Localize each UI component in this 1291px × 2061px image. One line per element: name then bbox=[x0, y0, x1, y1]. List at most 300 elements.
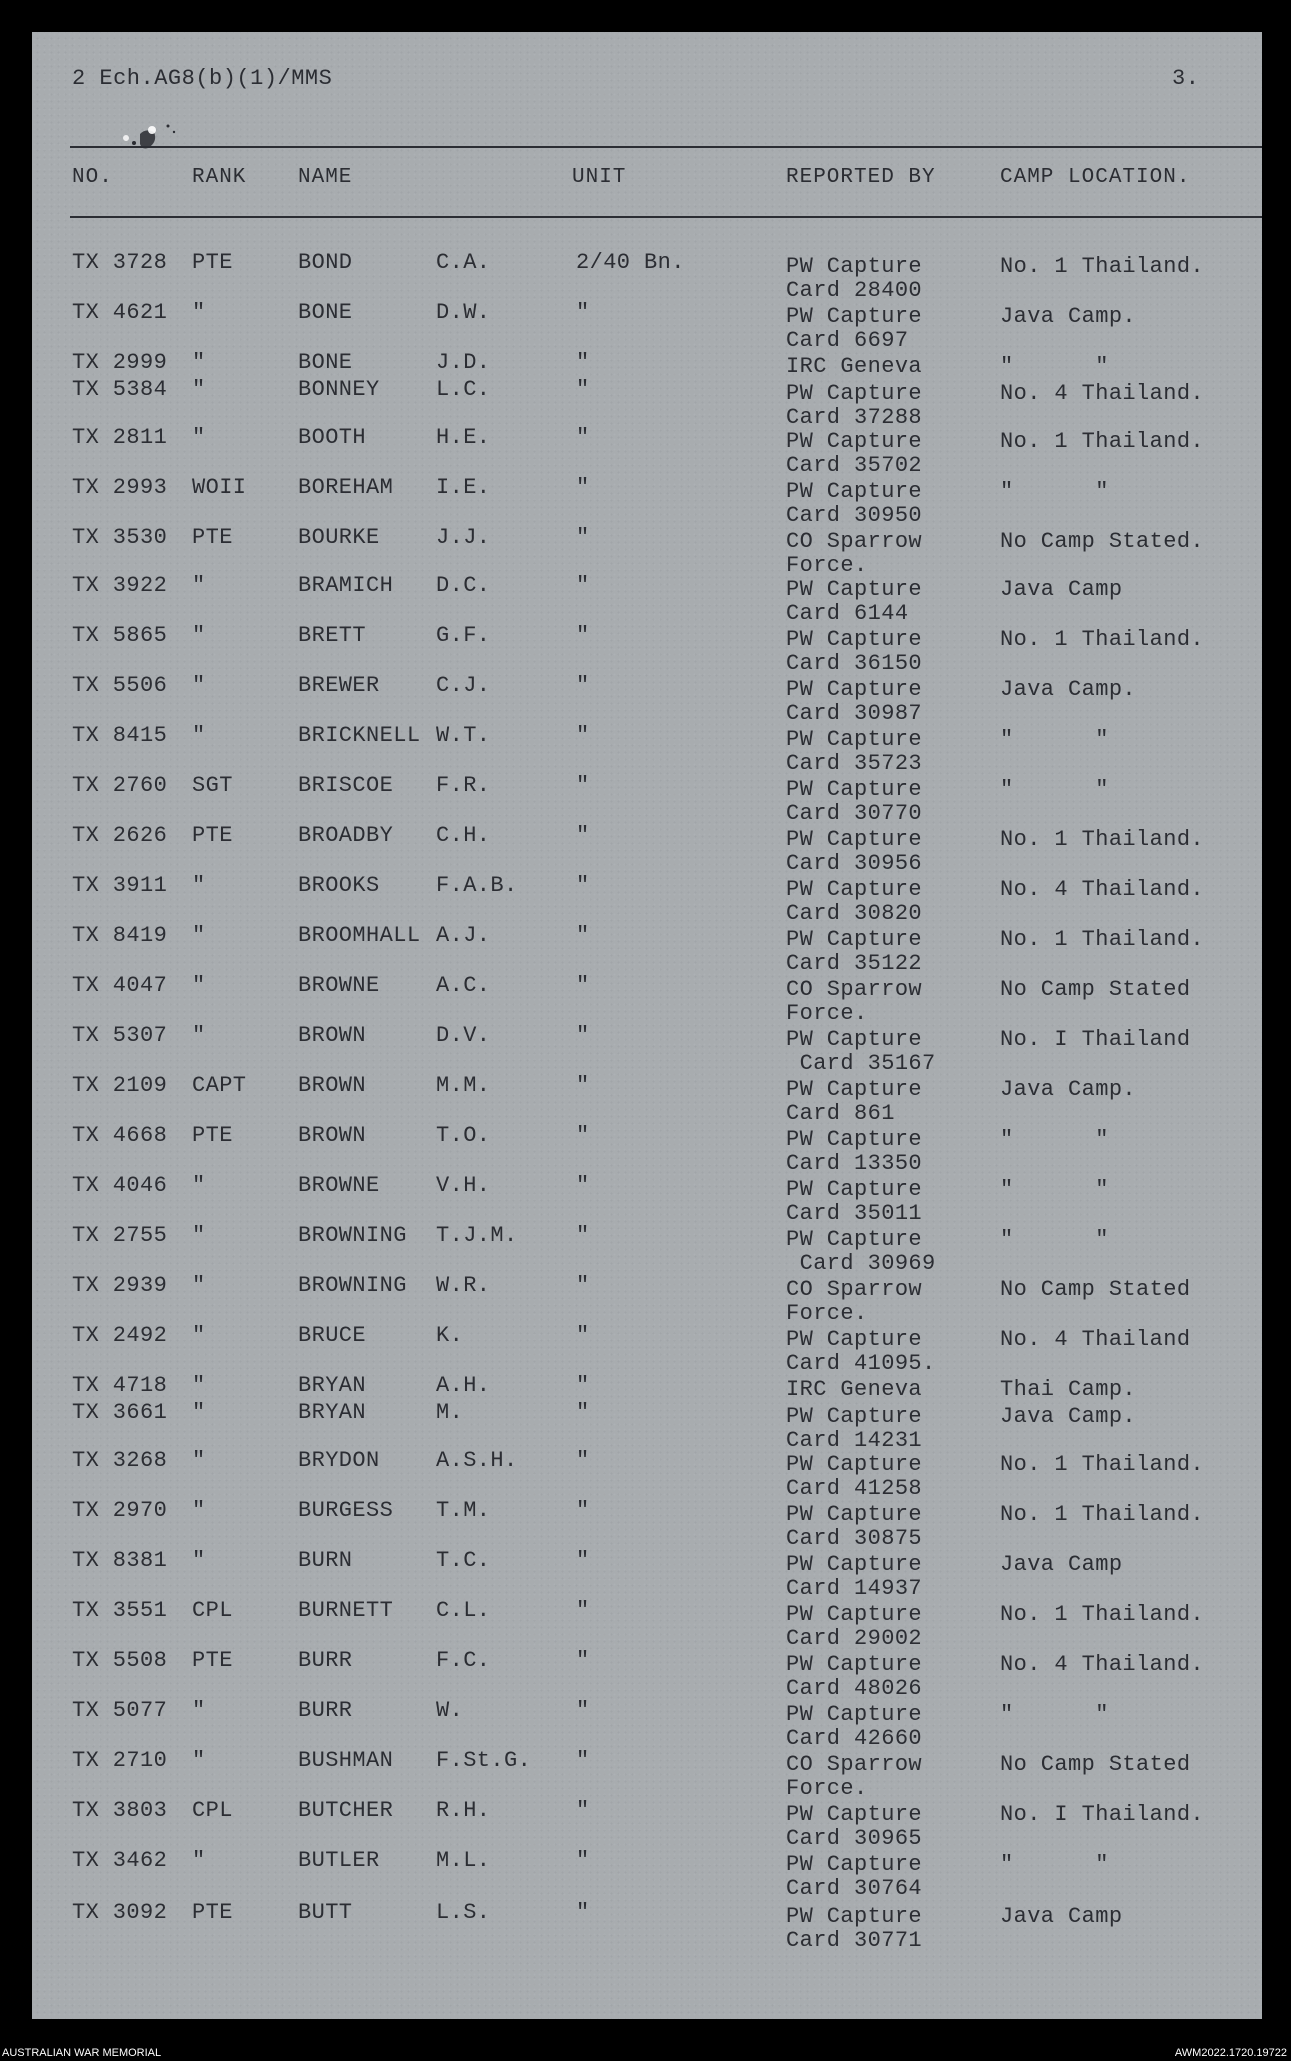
row-initials: L.S. bbox=[436, 1900, 491, 1925]
row-surname: BONE bbox=[298, 300, 353, 325]
row-camp-location: No Camp Stated bbox=[1000, 1752, 1191, 1777]
row-surname: BRETT bbox=[298, 623, 367, 648]
row-rank: PTE bbox=[192, 250, 233, 275]
row-unit: " bbox=[576, 1548, 590, 1573]
ink-smudge-mark bbox=[112, 116, 202, 166]
row-camp-location: No. I Thailand bbox=[1000, 1027, 1191, 1052]
row-rank: " bbox=[192, 1748, 206, 1773]
row-initials: F.St.G. bbox=[436, 1748, 532, 1773]
row-surname: BREWER bbox=[298, 673, 380, 698]
row-surname: BOREHAM bbox=[298, 475, 394, 500]
row-unit: " bbox=[576, 1400, 590, 1425]
row-reported-by-detail: Card 14937 bbox=[786, 1576, 923, 1601]
row-reported-by: PW Capture bbox=[786, 1802, 923, 1827]
table-row bbox=[32, 1648, 1262, 1701]
table-row bbox=[32, 1173, 1262, 1226]
row-reported-by-detail: Card 14231 bbox=[786, 1428, 923, 1453]
row-reported-by: PW Capture bbox=[786, 1027, 923, 1052]
row-initials: A.H. bbox=[436, 1373, 491, 1398]
table-row bbox=[32, 377, 1262, 430]
row-reported-by-detail: Card 30950 bbox=[786, 503, 923, 528]
row-unit: " bbox=[576, 1173, 590, 1198]
row-reported-by-detail: Card 35011 bbox=[786, 1201, 923, 1226]
row-number: TX 8419 bbox=[72, 923, 168, 948]
row-reported-by: PW Capture bbox=[786, 381, 923, 406]
row-reported-by-detail: Card 30771 bbox=[786, 1928, 923, 1953]
row-rank: PTE bbox=[192, 823, 233, 848]
row-reported-by-detail: Card 29002 bbox=[786, 1626, 923, 1651]
row-reported-by-detail: Card 37288 bbox=[786, 405, 923, 430]
row-rank: PTE bbox=[192, 1648, 233, 1673]
row-reported-by-detail: Force. bbox=[786, 1776, 868, 1801]
row-surname: BROWN bbox=[298, 1023, 367, 1048]
row-initials: W. bbox=[436, 1698, 464, 1723]
row-camp-location: " " bbox=[1000, 1127, 1109, 1152]
row-number: TX 3551 bbox=[72, 1598, 168, 1623]
row-reported-by: IRC Geneva bbox=[786, 1377, 923, 1402]
header-top-rule bbox=[70, 146, 1262, 148]
row-unit: " bbox=[576, 1123, 590, 1148]
row-unit: " bbox=[576, 1223, 590, 1248]
table-row bbox=[32, 1498, 1262, 1551]
row-reported-by: PW Capture bbox=[786, 479, 923, 504]
row-number: TX 8381 bbox=[72, 1548, 168, 1573]
row-unit: " bbox=[576, 923, 590, 948]
row-reported-by-detail: Card 30764 bbox=[786, 1876, 923, 1901]
row-surname: BROWNING bbox=[298, 1223, 407, 1248]
row-initials: R.H. bbox=[436, 1798, 491, 1823]
row-unit: " bbox=[576, 773, 590, 798]
row-reported-by: PW Capture bbox=[786, 1552, 923, 1577]
row-initials: A.J. bbox=[436, 923, 491, 948]
row-unit: " bbox=[576, 1373, 590, 1398]
row-reported-by: PW Capture bbox=[786, 927, 923, 952]
row-number: TX 5077 bbox=[72, 1698, 168, 1723]
page-number: 3. bbox=[1172, 66, 1200, 91]
row-initials: T.M. bbox=[436, 1498, 491, 1523]
row-reported-by: IRC Geneva bbox=[786, 354, 923, 379]
row-unit: " bbox=[576, 1648, 590, 1673]
row-reported-by-detail: Card 42660 bbox=[786, 1726, 923, 1751]
table-row bbox=[32, 873, 1262, 926]
row-unit: " bbox=[576, 873, 590, 898]
row-rank: PTE bbox=[192, 525, 233, 550]
row-number: TX 5384 bbox=[72, 377, 168, 402]
table-row bbox=[32, 475, 1262, 528]
row-surname: BUSHMAN bbox=[298, 1748, 394, 1773]
row-unit: " bbox=[576, 377, 590, 402]
row-reported-by-detail: Card 30965 bbox=[786, 1826, 923, 1851]
row-initials: M.M. bbox=[436, 1073, 491, 1098]
row-reported-by-detail: Card 30875 bbox=[786, 1526, 923, 1551]
header-rank: RANK bbox=[192, 166, 247, 189]
row-reported-by: PW Capture bbox=[786, 777, 923, 802]
table-row bbox=[32, 1848, 1262, 1901]
row-surname: BURR bbox=[298, 1648, 353, 1673]
row-unit: " bbox=[576, 1073, 590, 1098]
row-rank: " bbox=[192, 723, 206, 748]
row-rank: PTE bbox=[192, 1123, 233, 1148]
row-reported-by-detail: Card 30969 bbox=[786, 1251, 936, 1276]
row-surname: BURN bbox=[298, 1548, 353, 1573]
row-camp-location: No. 1 Thailand. bbox=[1000, 254, 1205, 279]
row-camp-location: No. 4 Thailand bbox=[1000, 1327, 1191, 1352]
row-rank: " bbox=[192, 1548, 206, 1573]
row-reported-by: PW Capture bbox=[786, 254, 923, 279]
row-reported-by-detail: Card 30956 bbox=[786, 851, 923, 876]
row-initials: C.H. bbox=[436, 823, 491, 848]
row-camp-location: " " bbox=[1000, 1702, 1109, 1727]
row-camp-location: " " bbox=[1000, 354, 1109, 379]
row-initials: A.C. bbox=[436, 973, 491, 998]
row-surname: BROWNE bbox=[298, 973, 380, 998]
header-unit: UNIT bbox=[572, 166, 627, 189]
row-rank: CAPT bbox=[192, 1073, 247, 1098]
row-initials: M. bbox=[436, 1400, 464, 1425]
row-initials: C.J. bbox=[436, 673, 491, 698]
row-number: TX 2993 bbox=[72, 475, 168, 500]
table-row bbox=[32, 300, 1262, 353]
row-camp-location: Thai Camp. bbox=[1000, 1377, 1137, 1402]
row-unit: " bbox=[576, 425, 590, 450]
row-reported-by-detail: Card 861 bbox=[786, 1101, 895, 1126]
row-surname: BRAMICH bbox=[298, 573, 394, 598]
row-number: TX 2109 bbox=[72, 1073, 168, 1098]
row-reported-by: CO Sparrow bbox=[786, 977, 923, 1002]
table-row bbox=[32, 525, 1262, 578]
row-camp-location: No. 1 Thailand. bbox=[1000, 927, 1205, 952]
row-unit: " bbox=[576, 1448, 590, 1473]
row-reported-by: PW Capture bbox=[786, 1652, 923, 1677]
row-initials: A.S.H. bbox=[436, 1448, 518, 1473]
row-surname: BROWNE bbox=[298, 1173, 380, 1198]
row-number: TX 3092 bbox=[72, 1900, 168, 1925]
row-surname: BRUCE bbox=[298, 1323, 367, 1348]
table-row bbox=[32, 1598, 1262, 1651]
row-camp-location: No. 4 Thailand. bbox=[1000, 877, 1205, 902]
row-camp-location: No Camp Stated. bbox=[1000, 529, 1205, 554]
row-camp-location: " " bbox=[1000, 1177, 1109, 1202]
row-reported-by: PW Capture bbox=[786, 304, 923, 329]
row-initials: D.C. bbox=[436, 573, 491, 598]
row-camp-location: Java Camp. bbox=[1000, 1077, 1137, 1102]
row-number: TX 5508 bbox=[72, 1648, 168, 1673]
row-camp-location: No Camp Stated bbox=[1000, 1277, 1191, 1302]
row-initials: C.L. bbox=[436, 1598, 491, 1623]
row-rank: " bbox=[192, 1698, 206, 1723]
row-reported-by: PW Capture bbox=[786, 1404, 923, 1429]
row-surname: BROWN bbox=[298, 1073, 367, 1098]
row-number: TX 4668 bbox=[72, 1123, 168, 1148]
row-camp-location: No. 4 Thailand. bbox=[1000, 1652, 1205, 1677]
row-camp-location: " " bbox=[1000, 1227, 1109, 1252]
row-number: TX 3661 bbox=[72, 1400, 168, 1425]
row-surname: BROWNING bbox=[298, 1273, 407, 1298]
row-rank: " bbox=[192, 873, 206, 898]
row-unit: " bbox=[576, 1023, 590, 1048]
row-initials: C.A. bbox=[436, 250, 491, 275]
row-initials: K. bbox=[436, 1323, 464, 1348]
row-camp-location: " " bbox=[1000, 479, 1109, 504]
row-number: TX 2999 bbox=[72, 350, 168, 375]
table-row bbox=[32, 1273, 1262, 1326]
row-rank: " bbox=[192, 1323, 206, 1348]
table-row bbox=[32, 1900, 1262, 1953]
row-surname: BUTLER bbox=[298, 1848, 380, 1873]
row-reported-by: PW Capture bbox=[786, 1227, 923, 1252]
row-reported-by: PW Capture bbox=[786, 627, 923, 652]
row-initials: T.C. bbox=[436, 1548, 491, 1573]
row-unit: " bbox=[576, 723, 590, 748]
row-initials: T.O. bbox=[436, 1123, 491, 1148]
row-reported-by: PW Capture bbox=[786, 1327, 923, 1352]
document-sheet bbox=[32, 32, 1262, 2019]
table-row bbox=[32, 773, 1262, 826]
row-number: TX 2939 bbox=[72, 1273, 168, 1298]
row-rank: " bbox=[192, 1273, 206, 1298]
row-unit: " bbox=[576, 1798, 590, 1823]
table-row bbox=[32, 1548, 1262, 1601]
row-number: TX 5506 bbox=[72, 673, 168, 698]
row-rank: " bbox=[192, 350, 206, 375]
row-reported-by-detail: Card 13350 bbox=[786, 1151, 923, 1176]
row-reported-by-detail: Card 35702 bbox=[786, 453, 923, 478]
row-unit: " bbox=[576, 300, 590, 325]
row-rank: " bbox=[192, 1173, 206, 1198]
table-row bbox=[32, 1123, 1262, 1176]
row-rank: " bbox=[192, 923, 206, 948]
row-initials: V.H. bbox=[436, 1173, 491, 1198]
row-rank: " bbox=[192, 573, 206, 598]
row-reported-by-detail: Card 30987 bbox=[786, 701, 923, 726]
row-unit: " bbox=[576, 1598, 590, 1623]
row-rank: " bbox=[192, 1373, 206, 1398]
row-reported-by: PW Capture bbox=[786, 877, 923, 902]
row-reported-by-detail: Card 41095. bbox=[786, 1351, 936, 1376]
table-row bbox=[32, 1798, 1262, 1851]
row-unit: " bbox=[576, 623, 590, 648]
row-unit: " bbox=[576, 1498, 590, 1523]
row-reported-by: PW Capture bbox=[786, 1452, 923, 1477]
row-rank: " bbox=[192, 1498, 206, 1523]
table-row bbox=[32, 1698, 1262, 1751]
row-camp-location: Java Camp. bbox=[1000, 1404, 1137, 1429]
row-reported-by: CO Sparrow bbox=[786, 529, 923, 554]
row-rank: " bbox=[192, 377, 206, 402]
row-camp-location: Java Camp. bbox=[1000, 304, 1137, 329]
row-unit: " bbox=[576, 525, 590, 550]
row-initials: T.J.M. bbox=[436, 1223, 518, 1248]
header-no: NO. bbox=[72, 166, 113, 189]
row-camp-location: No. I Thailand. bbox=[1000, 1802, 1205, 1827]
row-rank: " bbox=[192, 673, 206, 698]
row-unit: " bbox=[576, 1698, 590, 1723]
row-number: TX 2811 bbox=[72, 425, 168, 450]
row-surname: BRICKNELL bbox=[298, 723, 421, 748]
row-rank: " bbox=[192, 1848, 206, 1873]
row-reported-by: PW Capture bbox=[786, 1852, 923, 1877]
row-rank: " bbox=[192, 623, 206, 648]
row-surname: BURR bbox=[298, 1698, 353, 1723]
row-camp-location: Java Camp. bbox=[1000, 677, 1137, 702]
header-bottom-rule bbox=[70, 216, 1262, 218]
table-row bbox=[32, 425, 1262, 478]
row-reported-by: PW Capture bbox=[786, 827, 923, 852]
table-row bbox=[32, 673, 1262, 726]
row-number: TX 3462 bbox=[72, 1848, 168, 1873]
row-unit: " bbox=[576, 1900, 590, 1925]
row-camp-location: No. 1 Thailand. bbox=[1000, 1502, 1205, 1527]
row-camp-location: No. 1 Thailand. bbox=[1000, 1452, 1205, 1477]
header-camp-location: CAMP LOCATION. bbox=[1000, 166, 1191, 189]
row-reported-by: PW Capture bbox=[786, 1502, 923, 1527]
row-reported-by: PW Capture bbox=[786, 677, 923, 702]
row-initials: W.T. bbox=[436, 723, 491, 748]
row-unit: " bbox=[576, 1273, 590, 1298]
row-surname: BRYDON bbox=[298, 1448, 380, 1473]
row-reported-by: CO Sparrow bbox=[786, 1752, 923, 1777]
row-reported-by-detail: Card 35167 bbox=[786, 1051, 936, 1076]
row-number: TX 2970 bbox=[72, 1498, 168, 1523]
row-reported-by: PW Capture bbox=[786, 1602, 923, 1627]
row-reported-by-detail: Card 36150 bbox=[786, 651, 923, 676]
row-camp-location: " " bbox=[1000, 727, 1109, 752]
row-rank: " bbox=[192, 1400, 206, 1425]
row-rank: " bbox=[192, 973, 206, 998]
row-unit: " bbox=[576, 1848, 590, 1873]
row-initials: F.R. bbox=[436, 773, 491, 798]
row-reported-by: PW Capture bbox=[786, 1127, 923, 1152]
table-row bbox=[32, 923, 1262, 976]
row-rank: SGT bbox=[192, 773, 233, 798]
row-initials: F.C. bbox=[436, 1648, 491, 1673]
row-reported-by-detail: Card 48026 bbox=[786, 1676, 923, 1701]
row-surname: BUTCHER bbox=[298, 1798, 394, 1823]
table-row bbox=[32, 1323, 1262, 1376]
row-unit: " bbox=[576, 973, 590, 998]
row-surname: BONE bbox=[298, 350, 353, 375]
footer-institution: AUSTRALIAN WAR MEMORIAL bbox=[2, 2047, 162, 2059]
row-camp-location: No. 1 Thailand. bbox=[1000, 627, 1205, 652]
row-reported-by-detail: Card 6144 bbox=[786, 601, 909, 626]
row-unit: " bbox=[576, 350, 590, 375]
row-surname: BOURKE bbox=[298, 525, 380, 550]
row-initials: L.C. bbox=[436, 377, 491, 402]
row-initials: H.E. bbox=[436, 425, 491, 450]
row-camp-location: " " bbox=[1000, 777, 1109, 802]
row-camp-location: No. 1 Thailand. bbox=[1000, 827, 1205, 852]
row-rank: PTE bbox=[192, 1900, 233, 1925]
row-initials: I.E. bbox=[436, 475, 491, 500]
row-number: TX 2760 bbox=[72, 773, 168, 798]
table-row bbox=[32, 973, 1262, 1026]
table-row bbox=[32, 1023, 1262, 1076]
row-initials: F.A.B. bbox=[436, 873, 518, 898]
row-rank: " bbox=[192, 1023, 206, 1048]
row-number: TX 3268 bbox=[72, 1448, 168, 1473]
table-row bbox=[32, 1448, 1262, 1501]
row-rank: CPL bbox=[192, 1798, 233, 1823]
table-row bbox=[32, 1400, 1262, 1453]
row-rank: WOII bbox=[192, 475, 247, 500]
row-surname: BURNETT bbox=[298, 1598, 394, 1623]
row-number: TX 3911 bbox=[72, 873, 168, 898]
document-reference: 2 Ech.AG8(b)(1)/MMS bbox=[72, 66, 333, 91]
row-unit: " bbox=[576, 1748, 590, 1773]
table-row bbox=[32, 1073, 1262, 1126]
row-number: TX 4047 bbox=[72, 973, 168, 998]
row-camp-location: No. 4 Thailand. bbox=[1000, 381, 1205, 406]
row-surname: BRYAN bbox=[298, 1400, 367, 1425]
row-camp-location: Java Camp bbox=[1000, 577, 1123, 602]
row-surname: BROOKS bbox=[298, 873, 380, 898]
row-camp-location: No. 1 Thailand. bbox=[1000, 429, 1205, 454]
row-reported-by-detail: Card 30820 bbox=[786, 901, 923, 926]
row-number: TX 5307 bbox=[72, 1023, 168, 1048]
row-initials: M.L. bbox=[436, 1848, 491, 1873]
row-reported-by: CO Sparrow bbox=[786, 1277, 923, 1302]
row-number: TX 5865 bbox=[72, 623, 168, 648]
row-reported-by: PW Capture bbox=[786, 429, 923, 454]
row-reported-by-detail: Card 41258 bbox=[786, 1476, 923, 1501]
row-number: TX 2755 bbox=[72, 1223, 168, 1248]
row-rank: " bbox=[192, 1223, 206, 1248]
row-number: TX 3530 bbox=[72, 525, 168, 550]
row-surname: BUTT bbox=[298, 1900, 353, 1925]
row-surname: BOND bbox=[298, 250, 353, 275]
row-number: TX 4718 bbox=[72, 1373, 168, 1398]
row-number: TX 4046 bbox=[72, 1173, 168, 1198]
row-reported-by: PW Capture bbox=[786, 1904, 923, 1929]
row-surname: BRISCOE bbox=[298, 773, 394, 798]
row-reported-by: PW Capture bbox=[786, 577, 923, 602]
row-unit: " bbox=[576, 823, 590, 848]
table-row bbox=[32, 573, 1262, 626]
row-surname: BOOTH bbox=[298, 425, 367, 450]
row-camp-location: No Camp Stated bbox=[1000, 977, 1191, 1002]
row-camp-location: " " bbox=[1000, 1852, 1109, 1877]
row-number: TX 2710 bbox=[72, 1748, 168, 1773]
row-reported-by: PW Capture bbox=[786, 1077, 923, 1102]
row-reported-by-detail: Force. bbox=[786, 553, 868, 578]
header-reported-by: REPORTED BY bbox=[786, 166, 936, 189]
row-surname: BROOMHALL bbox=[298, 923, 421, 948]
row-reported-by-detail: Force. bbox=[786, 1001, 868, 1026]
row-initials: G.F. bbox=[436, 623, 491, 648]
row-unit: 2/40 Bn. bbox=[576, 250, 685, 275]
row-reported-by-detail: Card 28400 bbox=[786, 278, 923, 303]
row-camp-location: Java Camp bbox=[1000, 1904, 1123, 1929]
table-row bbox=[32, 250, 1262, 303]
row-rank: " bbox=[192, 425, 206, 450]
table-row bbox=[32, 1223, 1262, 1276]
row-reported-by-detail: Force. bbox=[786, 1301, 868, 1326]
row-rank: " bbox=[192, 300, 206, 325]
row-unit: " bbox=[576, 1323, 590, 1348]
row-number: TX 3922 bbox=[72, 573, 168, 598]
row-reported-by-detail: Card 35122 bbox=[786, 951, 923, 976]
row-camp-location: No. 1 Thailand. bbox=[1000, 1602, 1205, 1627]
row-surname: BONNEY bbox=[298, 377, 380, 402]
row-unit: " bbox=[576, 573, 590, 598]
table-row bbox=[32, 1748, 1262, 1801]
row-surname: BURGESS bbox=[298, 1498, 394, 1523]
row-reported-by: PW Capture bbox=[786, 727, 923, 752]
row-surname: BROADBY bbox=[298, 823, 394, 848]
table-row bbox=[32, 623, 1262, 676]
row-camp-location: Java Camp bbox=[1000, 1552, 1123, 1577]
row-reported-by-detail: Card 35723 bbox=[786, 751, 923, 776]
